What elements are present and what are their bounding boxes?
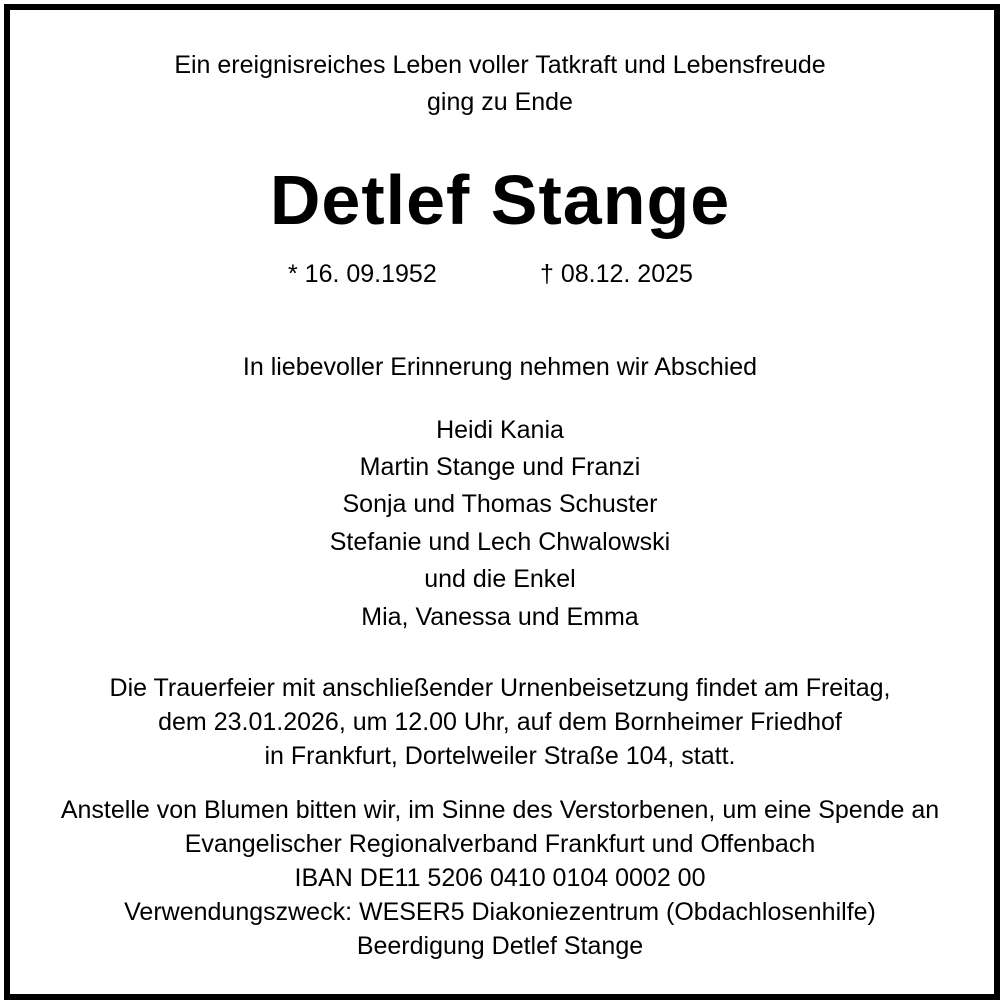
ceremony-line: Die Trauerfeier mit anschließender Urnenbeisetzung findet am Freitag, — [109, 674, 891, 702]
donation-line: Evangelischer Regionalverband Frankfurt und Offenbach — [184, 830, 816, 858]
donation-line: Anstelle von Blumen bitten wir, im Sinne des Verstorbenen, um eine Spende an — [60, 796, 940, 824]
mourner-line: Mia, Vanessa und Emma — [361, 603, 639, 631]
death-date: † 08.12. 2025 — [540, 260, 693, 288]
deceased-name: Detlef Stange — [269, 161, 731, 239]
life-dates — [0, 258, 1000, 290]
mourner-line: Sonja und Thomas Schuster — [342, 490, 658, 518]
intro-line: ging zu Ende — [427, 88, 573, 116]
mourner-line: Heidi Kania — [436, 416, 564, 444]
mourner-line: Stefanie und Lech Chwalowski — [329, 528, 671, 556]
ceremony-line: in Frankfurt, Dortelweiler Straße 104, statt. — [264, 742, 736, 770]
intro-line: Ein ereignisreiches Leben voller Tatkraft und Lebensfreude — [174, 51, 826, 79]
mourner-line: und die Enkel — [424, 565, 576, 593]
donation-line: Verwendungszweck: WESER5 Diakoniezentrum (Obdachlosenhilfe) — [124, 898, 876, 926]
iban-line: IBAN DE11 5206 0410 0104 0002 00 — [294, 864, 706, 892]
donation-line: Beerdigung Detlef Stange — [356, 932, 644, 960]
birth-date: * 16. 09.1952 — [288, 260, 437, 288]
farewell-line: In liebevoller Erinnerung nehmen wir Abschied — [242, 353, 758, 381]
mourner-line: Martin Stange und Franzi — [359, 453, 641, 481]
ceremony-line: dem 23.01.2026, um 12.00 Uhr, auf dem Bornheimer Friedhof — [158, 708, 842, 736]
